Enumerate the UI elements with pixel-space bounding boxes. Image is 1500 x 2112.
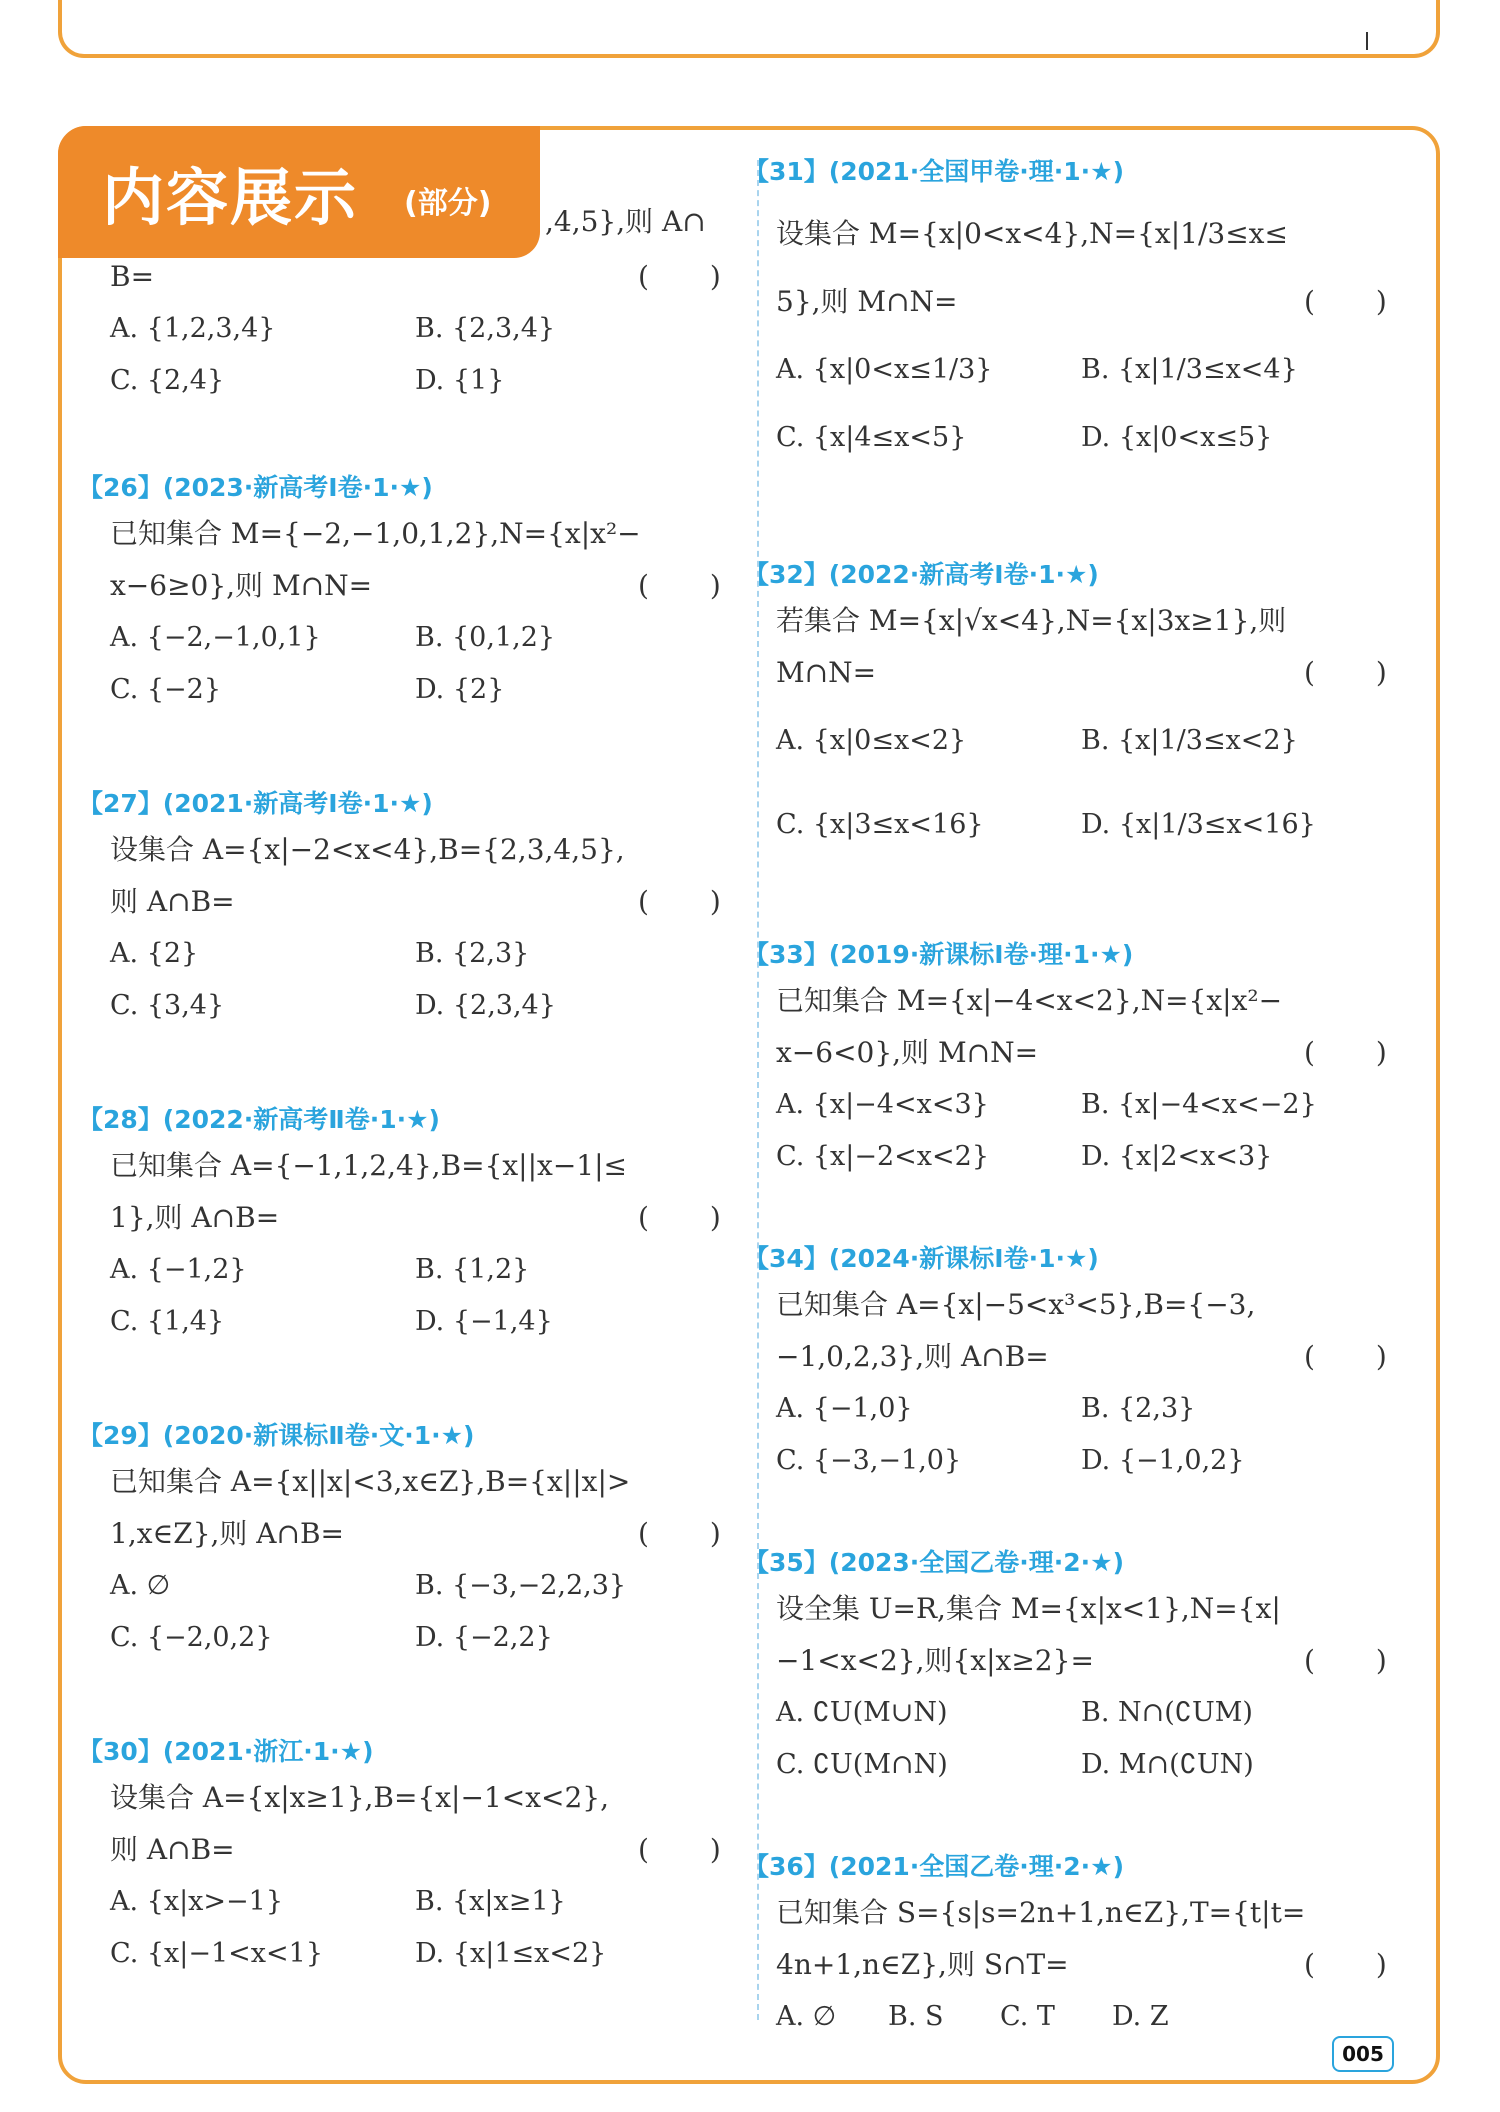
- question-header: 【30】(2021·浙江·1·★): [78, 1737, 374, 1766]
- question-text: 设全集 U=R,集合 M={x|x<1},N={x|: [776, 1592, 1281, 1625]
- question-text: −1<x<2},则{x|x≥2}=: [776, 1644, 1094, 1677]
- question-25-body: [110, 251, 750, 407]
- options-row: [78, 612, 718, 664]
- question-text-line: [78, 1140, 718, 1192]
- right-question-2: [744, 935, 1413, 1183]
- question-text-line: [78, 560, 747, 612]
- option-c: C. ∁U(M∩N): [776, 1749, 948, 1780]
- option-b: B. {2,3,4}: [415, 313, 556, 344]
- option-d: D. {x|1/3≤x<16}: [1081, 809, 1316, 840]
- option-a: A. ∅: [776, 2001, 837, 2032]
- option-c: C. {x|4≤x<5}: [776, 422, 967, 453]
- question-text-line: [744, 1027, 1413, 1079]
- q25-line1-tail: ,4,5},则 A∩: [545, 205, 706, 238]
- option-a: A. {x|0≤x<2}: [776, 725, 967, 756]
- option-d: D. {2}: [415, 674, 505, 705]
- options-row: [744, 1131, 1384, 1183]
- option-a: A. {−2,−1,0,1}: [110, 622, 321, 653]
- option-c: C. {x|3≤x<16}: [776, 809, 984, 840]
- option-d: D. {−1,0,2}: [1081, 1445, 1245, 1476]
- question-text-line: [78, 1824, 747, 1876]
- answer-paren: ( ): [1304, 285, 1413, 318]
- options-row: [744, 328, 1384, 412]
- option-a: A. ∅: [110, 1570, 171, 1601]
- question-text-line: [744, 1331, 1413, 1383]
- question-text-line: [744, 1887, 1384, 1939]
- question-header: 【34】(2024·新课标Ⅰ卷·1·★): [744, 1244, 1099, 1273]
- question-text: 1},则 A∩B=: [110, 1201, 280, 1234]
- question-text-line: [744, 1583, 1384, 1635]
- question-header: 【26】(2023·新高考Ⅰ卷·1·★): [78, 473, 433, 502]
- option-c: C. {x|−1<x<1}: [110, 1938, 323, 1969]
- option-b: B. {2,3}: [415, 938, 530, 969]
- option-b: B. {x|x≥1}: [415, 1886, 566, 1917]
- option-c: C. {3,4}: [110, 990, 225, 1021]
- question-text: 已知集合 A={x||x|<3,x∈Z},B={x||x|>: [110, 1465, 631, 1498]
- left-question-3: [78, 1416, 747, 1664]
- question-text-line: [78, 508, 718, 560]
- question-text-line: [78, 1192, 747, 1244]
- question-text: 设集合 A={x|x≥1},B={x|−1<x<2},: [110, 1781, 609, 1814]
- question-text-line: [744, 647, 1413, 699]
- question-text-line: [744, 192, 1384, 276]
- question-text: 已知集合 M={x|−4<x<2},N={x|x²−: [776, 984, 1283, 1017]
- question-text: x−6<0},则 M∩N=: [776, 1036, 1039, 1069]
- question-text-line: [744, 975, 1384, 1027]
- question-header: 【35】(2023·全国乙卷·理·2·★): [744, 1548, 1125, 1577]
- question-text-line: [78, 876, 747, 928]
- options-row: [744, 412, 1384, 464]
- option-d: D. {2,3,4}: [415, 990, 556, 1021]
- left-question-2: [78, 1100, 747, 1348]
- question-text: x−6≥0},则 M∩N=: [110, 569, 373, 602]
- previous-section-frame: [58, 0, 1440, 58]
- question-text: 已知集合 M={−2,−1,0,1,2},N={x|x²−: [110, 517, 641, 550]
- banner-subtitle: (部分): [404, 186, 492, 221]
- question-text: 则 A∩B=: [110, 885, 235, 918]
- answer-paren: ( ): [1304, 1340, 1413, 1373]
- option-c: C. {1,4}: [110, 1306, 225, 1337]
- question-text: 5},则 M∩N=: [776, 285, 958, 318]
- question-text: 设集合 A={x|−2<x<4},B={2,3,4,5},: [110, 833, 625, 866]
- right-question-3: [744, 1239, 1413, 1487]
- answer-paren: ( ): [638, 1201, 747, 1234]
- answer-paren: ( ): [638, 1833, 747, 1866]
- options-row: [78, 1244, 718, 1296]
- options-row: [744, 1079, 1384, 1131]
- question-text: 则 A∩B=: [110, 1833, 235, 1866]
- option-b: B. N∩(∁UM): [1081, 1697, 1253, 1728]
- question-text: 已知集合 S={s|s=2n+1,n∈Z},T={t|t=: [776, 1896, 1306, 1929]
- options-row: [744, 1991, 1384, 2043]
- option-b: B. {1,2}: [415, 1254, 530, 1285]
- right-question-0: [744, 152, 1413, 464]
- options-row: [78, 1612, 718, 1664]
- left-question-4: [78, 1732, 747, 1980]
- question-text: 4n+1,n∈Z},则 S∩T=: [776, 1948, 1069, 1981]
- options-row: [744, 1739, 1384, 1791]
- option-d: D. {1}: [415, 365, 505, 396]
- question-text: 设集合 M={x|0<x<4},N={x|1/3≤x≤: [776, 217, 1288, 250]
- question-text-line: [744, 1279, 1384, 1331]
- question-text-line: [744, 276, 1413, 328]
- right-question-4: [744, 1543, 1413, 1791]
- question-text-line: [744, 595, 1384, 647]
- option-b: B. {x|−4<x<−2}: [1081, 1089, 1317, 1120]
- question-text-line: [744, 1939, 1413, 1991]
- question-header: 【29】(2020·新课标Ⅱ卷·文·1·★): [78, 1421, 475, 1450]
- page-number: 005: [1332, 2036, 1394, 2072]
- answer-paren: ( ): [1304, 1948, 1413, 1981]
- option-d: D. {x|2<x<3}: [1081, 1141, 1273, 1172]
- answer-paren: ( ): [1304, 1644, 1413, 1677]
- question-header: 【33】(2019·新课标Ⅰ卷·理·1·★): [744, 940, 1134, 969]
- option-a: A. {2}: [110, 938, 199, 969]
- options-row: [78, 1876, 718, 1928]
- question-header: 【31】(2021·全国甲卷·理·1·★): [744, 157, 1125, 186]
- option-b: B. {2,3}: [1081, 1393, 1196, 1424]
- option-c: C. {−2,0,2}: [110, 1622, 273, 1653]
- options-row: [78, 664, 718, 716]
- left-question-1: [78, 784, 747, 1032]
- q25-line2: B=: [110, 260, 155, 293]
- option-d: D. {−1,4}: [415, 1306, 553, 1337]
- question-header: 【27】(2021·新高考Ⅰ卷·1·★): [78, 789, 433, 818]
- option-c: C. T: [1000, 2001, 1055, 2032]
- option-a: A. {x|−4<x<3}: [776, 1089, 989, 1120]
- option-c: C. {2,4}: [110, 365, 225, 396]
- option-b: B. {−3,−2,2,3}: [415, 1570, 627, 1601]
- options-row: [744, 1383, 1384, 1435]
- question-header: 【36】(2021·全国乙卷·理·2·★): [744, 1852, 1125, 1881]
- answer-paren: ( ): [1304, 656, 1413, 689]
- question-text-line: [78, 1772, 718, 1824]
- question-text-line: [78, 824, 718, 876]
- option-b: B. {x|1/3≤x<2}: [1081, 725, 1298, 756]
- options-row: [744, 1435, 1384, 1487]
- right-question-1: [744, 555, 1413, 867]
- option-a: A. {−1,2}: [110, 1254, 247, 1285]
- option-a: A. {x|0<x≤1/3}: [776, 354, 993, 385]
- text-cursor-mark: [1366, 32, 1368, 50]
- option-d: D. M∩(∁UN): [1081, 1749, 1254, 1780]
- option-b: B. S: [888, 2001, 944, 2032]
- option-a: A. ∁U(M∪N): [776, 1697, 948, 1728]
- answer-paren: ( ): [1304, 1036, 1413, 1069]
- question-header: 【32】(2022·新高考Ⅰ卷·1·★): [744, 560, 1099, 589]
- option-c: C. {−2}: [110, 674, 222, 705]
- options-row: [744, 1687, 1384, 1739]
- options-row: [78, 1296, 718, 1348]
- question-text-line: [78, 1508, 747, 1560]
- option-c: C. {−3,−1,0}: [776, 1445, 962, 1476]
- options-row: [744, 783, 1384, 867]
- left-question-0: [78, 468, 747, 716]
- answer-paren: ( ): [638, 1517, 747, 1550]
- answer-paren: ( ): [638, 260, 747, 293]
- answer-paren: ( ): [638, 885, 747, 918]
- options-row: [78, 1560, 718, 1612]
- question-header: 【28】(2022·新高考Ⅱ卷·1·★): [78, 1105, 440, 1134]
- options-row: [78, 928, 718, 980]
- option-b: B. {x|1/3≤x<4}: [1081, 354, 1298, 385]
- banner-title: 内容展示: [102, 161, 359, 234]
- question-text: 已知集合 A={x|−5<x³<5},B={−3,: [776, 1288, 1256, 1321]
- option-a: A. {x|x>−1}: [110, 1886, 283, 1917]
- option-d: D. Z: [1112, 2001, 1169, 2032]
- answer-paren: ( ): [638, 569, 747, 602]
- option-d: D. {−2,2}: [415, 1622, 553, 1653]
- question-text: 1,x∈Z},则 A∩B=: [110, 1517, 345, 1550]
- options-row: [78, 980, 718, 1032]
- question-text: −1,0,2,3},则 A∩B=: [776, 1340, 1049, 1373]
- option-a: A. {1,2,3,4}: [110, 313, 276, 344]
- option-d: D. {x|0<x≤5}: [1081, 422, 1273, 453]
- question-text: M∩N=: [776, 656, 877, 689]
- option-d: D. {x|1≤x<2}: [415, 1938, 607, 1969]
- option-b: B. {0,1,2}: [415, 622, 556, 653]
- options-row: [744, 699, 1384, 783]
- question-25-partial: [110, 196, 750, 248]
- question-text-line: [744, 1635, 1413, 1687]
- option-c: C. {x|−2<x<2}: [776, 1141, 989, 1172]
- question-text: 已知集合 A={−1,1,2,4},B={x||x−1|≤: [110, 1149, 628, 1182]
- options-row: [78, 1928, 718, 1980]
- question-text-line: [78, 1456, 718, 1508]
- question-text: 若集合 M={x|√x<4},N={x|3x≥1},则: [776, 604, 1287, 637]
- right-question-5: [744, 1847, 1413, 2043]
- option-a: A. {−1,0}: [776, 1393, 913, 1424]
